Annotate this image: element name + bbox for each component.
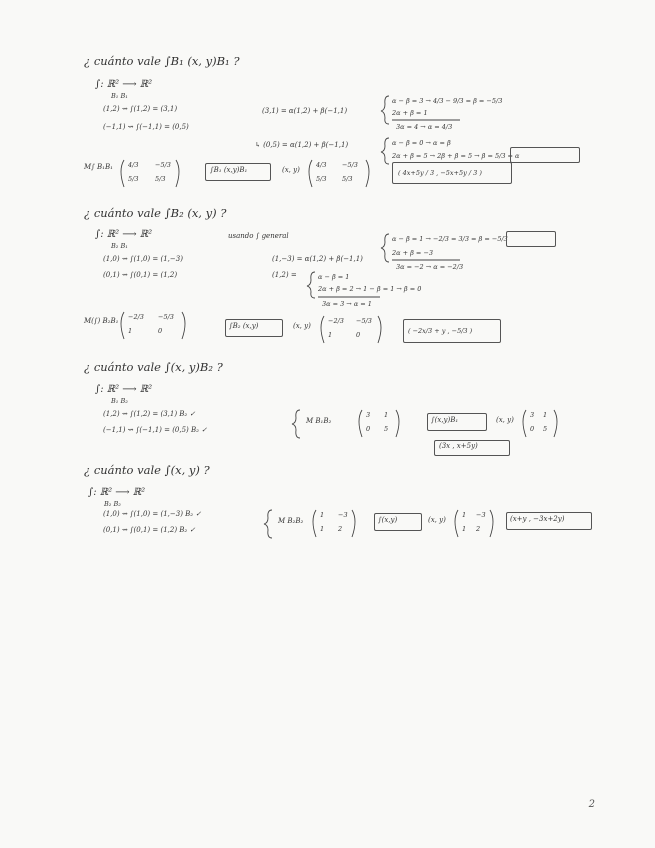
map-3: ∫: ℝ² ⟶ ℝ² <box>95 384 153 395</box>
s4-m11: 1 <box>320 511 325 519</box>
s1-line1: (1,2) ⇝ ∫(1,2) = (3,1) <box>103 105 178 113</box>
question-2: ¿ cuánto vale ∫B₂ (x, y) ? <box>84 206 227 220</box>
s3-rm21: 0 <box>530 425 535 433</box>
s4-result-lhs: ∫(x,y) <box>378 516 398 524</box>
s2-sys2c: 3α = 3 → α = 1 <box>322 300 372 308</box>
s2-m22: 0 <box>158 327 163 335</box>
s3-line1: (1,2) ⇝ ∫(1,2) = (3,1) B₂ ✓ <box>103 410 196 418</box>
s3-rm11: 3 <box>530 411 535 419</box>
s2-sys1c: 3α = −2 → α = −2/3 <box>396 263 464 271</box>
s2-rm11: −2/3 <box>328 317 344 325</box>
s2-m12: −5/3 <box>158 313 174 321</box>
s4-rm22: 2 <box>476 525 481 533</box>
s2-matrix-label: M(∫) B₂B₁ <box>84 317 119 325</box>
s2-line2b: (1,2) = <box>272 271 297 279</box>
map-4: ∫: ℝ² ⟶ ℝ² <box>88 487 146 498</box>
bases-3: B₁ B₂ <box>111 397 128 405</box>
s4-result-mid: (x, y) <box>428 516 446 524</box>
s2-note: usando ∫ general <box>228 232 289 240</box>
s2-sys1b: 2α + β = −3 <box>392 249 434 257</box>
s3-m21: 0 <box>366 425 371 433</box>
s1-matrix-label: M∫ B₁B₁ <box>84 163 113 171</box>
s4-line2: (0,1) ⇝ ∫(0,1) = (1,2) B₂ ✓ <box>103 526 196 534</box>
question-3: ¿ cuánto vale ∫(x, y)B₂ ? <box>84 360 223 374</box>
s2-result-mid: (x, y) <box>293 322 311 330</box>
s1-m12: −5/3 <box>155 161 171 169</box>
s1-sys1c: 3α = 4 → α = 4/3 <box>396 123 453 131</box>
s3-line2: (−1,1) ⇝ ∫(−1,1) = (0,5) B₂ ✓ <box>103 426 208 434</box>
s1-sys1a: α − β = 3 → 4/3 − 9/3 = β = −5/3 <box>392 97 503 105</box>
s3-result-lhs: ∫(x,y)B₁ <box>431 416 459 424</box>
s4-m21: 1 <box>320 525 325 533</box>
s4-m12: −3 <box>338 511 348 519</box>
s2-result-lhs: ∫B₂ (x,y) <box>229 322 259 330</box>
s2-rm21: 1 <box>328 331 333 339</box>
s1-result-mid: (x, y) <box>282 166 300 174</box>
s4-line1: (1,0) ⇝ ∫(1,0) = (1,−3) B₂ ✓ <box>103 510 202 518</box>
s2-line1: (1,0) ⇝ ∫(1,0) = (1,−3) <box>103 255 183 263</box>
s2-line2: (0,1) ⇝ ∫(0,1) = (1,2) <box>103 271 178 279</box>
s2-sys2a: α − β = 1 <box>318 273 350 281</box>
map-1: ∫: ℝ² ⟶ ℝ² <box>95 79 153 90</box>
s3-rm12: 1 <box>543 411 548 419</box>
s2-line1b: (1,−3) = α(1,2) + β(−1,1) <box>272 255 363 263</box>
s1-result: ( 4x+5y / 3 , −5x+5y / 3 ) <box>398 169 482 177</box>
s1-rm12: −5/3 <box>342 161 358 169</box>
s1-line2: (−1,1) ⇝ ∫(−1,1) = (0,5) <box>103 123 189 131</box>
s3-rm22: 5 <box>543 425 548 433</box>
s3-m11: 3 <box>366 411 371 419</box>
s4-rm21: 1 <box>462 525 467 533</box>
question-1: ¿ cuánto vale ∫B₁ (x, y)B₁ ? <box>84 54 240 68</box>
s2-result: ( −2x/3 + y , −5/3 ) <box>408 327 473 335</box>
s1-line1b: (3,1) = α(1,2) + β(−1,1) <box>262 107 348 115</box>
bases-2: B₂ B₁ <box>111 242 128 250</box>
s3-m22: 5 <box>384 425 389 433</box>
s4-matrix-label: M B₂B₂ <box>278 517 304 525</box>
s2-m21: 1 <box>128 327 133 335</box>
bases-4: B₂ B₂ <box>104 500 121 508</box>
s3-matrix-label: M B₁B₂ <box>306 417 332 425</box>
s3-result-mid: (x, y) <box>496 416 514 424</box>
page-number: 2 <box>588 799 595 810</box>
s2-rm22: 0 <box>356 331 361 339</box>
s1-m11: 4/3 <box>128 161 139 169</box>
bases-1: B₁ B₁ <box>111 92 128 100</box>
s2-sys1a: α − β = 1 → −2/3 = 3/3 = β = −5/3 <box>392 235 508 243</box>
s1-sys1b: 2α + β = 1 <box>392 109 428 117</box>
s4-result: (x+y , −3x+2y) <box>510 515 565 523</box>
map-2: ∫: ℝ² ⟶ ℝ² <box>95 229 153 240</box>
s4-m22: 2 <box>338 525 343 533</box>
s1-line3: ↳ (0,5) = α(1,2) + β(−1,1) <box>255 141 349 149</box>
s1-rm11: 4/3 <box>316 161 327 169</box>
s1-m21: 5/3 <box>128 175 139 183</box>
s1-m22: 5/3 <box>155 175 166 183</box>
s1-sys2b: 2α + β = 5 → 2β + β = 5 → β = 5/3 = α <box>392 152 520 160</box>
s1-result-lhs: ∫B₁ (x,y)B₁ <box>210 166 248 174</box>
s2-sys2b: 2α + β = 2 → 1 − β = 1 → β = 0 <box>318 285 422 293</box>
s3-m12: 1 <box>384 411 389 419</box>
s1-rm22: 5/3 <box>342 175 353 183</box>
s2-rm12: −5/3 <box>356 317 372 325</box>
question-4: ¿ cuánto vale ∫(x, y) ? <box>84 463 210 477</box>
s1-sys2a: α − β = 0 → α = β <box>392 139 451 147</box>
s1-rm21: 5/3 <box>316 175 327 183</box>
s3-result: (3x , x+5y) <box>439 442 478 450</box>
s4-rm12: −3 <box>476 511 486 519</box>
s2-m11: −2/3 <box>128 313 144 321</box>
s4-rm11: 1 <box>462 511 467 519</box>
